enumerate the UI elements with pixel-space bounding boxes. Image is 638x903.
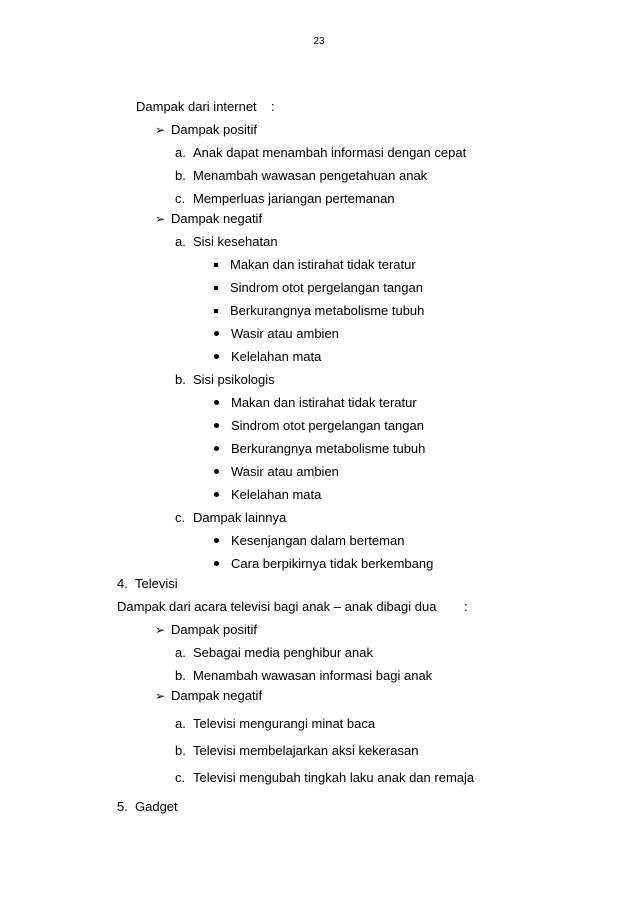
list-item xyxy=(175,668,432,684)
bullet-item xyxy=(214,533,404,549)
list-item-text: Menambah wawasan informasi bagi anak xyxy=(193,668,433,683)
bullet-item xyxy=(214,303,424,319)
round-bullet-icon xyxy=(214,469,219,474)
bullet-text: Berkurangnya metabolisme tubuh xyxy=(230,303,425,318)
bullet-item xyxy=(214,280,423,296)
arrow-bullet-icon: ➢ xyxy=(155,623,166,637)
list-marker: a. xyxy=(175,645,186,660)
tv-positive-label xyxy=(155,622,257,638)
list-item-text: Dampak lainnya xyxy=(193,510,287,525)
list-marker: c. xyxy=(175,191,186,206)
round-bullet-icon xyxy=(214,561,219,566)
list-item-text: Sebagai media penghibur anak xyxy=(193,645,373,660)
bullet-item xyxy=(214,441,425,457)
list-item-text: Televisi membelajarkan aksi kekerasan xyxy=(193,743,419,758)
section-number: 5. xyxy=(117,799,128,814)
arrow-bullet-icon: ➢ xyxy=(155,212,166,226)
list-item xyxy=(175,168,427,184)
list-marker: b. xyxy=(175,372,186,387)
list-item xyxy=(175,145,466,161)
section-number: 4. xyxy=(117,576,128,591)
internet-positive-text: Dampak positif xyxy=(171,122,257,137)
list-item xyxy=(175,510,286,526)
bullet-text: Sindrom otot pergelangan tangan xyxy=(230,280,423,295)
list-item xyxy=(175,234,278,250)
bullet-text: Wasir atau ambien xyxy=(231,326,339,341)
bullet-text: Berkurangnya metabolisme tubuh xyxy=(231,441,426,456)
list-marker: b. xyxy=(175,668,186,683)
list-item-text: Sisi kesehatan xyxy=(193,234,278,249)
bullet-text: Wasir atau ambien xyxy=(231,464,339,479)
list-item xyxy=(175,743,418,759)
tv-positive-text: Dampak positif xyxy=(171,622,257,637)
list-item xyxy=(175,770,474,786)
list-item-text: Memperluas jariangan pertemanan xyxy=(193,191,395,206)
internet-heading-colon: : xyxy=(271,99,275,114)
list-marker: a. xyxy=(175,145,186,160)
list-item-text: Anak dapat menambah informasi dengan cepat xyxy=(193,145,467,160)
list-marker: a. xyxy=(175,234,186,249)
round-bullet-icon xyxy=(214,354,219,359)
bullet-item xyxy=(214,556,433,572)
tv-negative-text: Dampak negatif xyxy=(171,688,263,703)
bullet-item xyxy=(214,395,417,411)
round-bullet-icon xyxy=(214,446,219,451)
list-item xyxy=(175,372,275,388)
internet-heading xyxy=(136,99,275,115)
square-bullet-icon xyxy=(214,286,218,290)
section-heading-gadget xyxy=(117,799,178,815)
bullet-item xyxy=(214,257,416,273)
page-number: 23 xyxy=(313,36,325,47)
list-marker: b. xyxy=(175,168,186,183)
tv-intro xyxy=(117,599,468,615)
bullet-text: Makan dan istirahat tidak teratur xyxy=(231,395,417,410)
list-item-text: Televisi mengurangi minat baca xyxy=(193,716,376,731)
bullet-item xyxy=(214,487,321,503)
list-item-text: Televisi mengubah tingkah laku anak dan remaja xyxy=(193,770,475,785)
bullet-text: Sindrom otot pergelangan tangan xyxy=(231,418,424,433)
list-marker: b. xyxy=(175,743,186,758)
round-bullet-icon xyxy=(214,423,219,428)
bullet-text: Kesenjangan dalam berteman xyxy=(231,533,405,548)
bullet-text: Kelelahan mata xyxy=(231,487,322,502)
bullet-item xyxy=(214,464,339,480)
internet-positive-label xyxy=(155,122,257,138)
round-bullet-icon xyxy=(214,492,219,497)
list-item-text: Sisi psikologis xyxy=(193,372,275,387)
round-bullet-icon xyxy=(214,400,219,405)
internet-negative-text: Dampak negatif xyxy=(171,211,263,226)
bullet-text: Cara berpikirnya tidak berkembang xyxy=(231,556,434,571)
list-marker: c. xyxy=(175,510,186,525)
tv-intro-colon: : xyxy=(464,599,468,614)
list-item xyxy=(175,191,395,207)
square-bullet-icon xyxy=(214,263,218,267)
section-heading-televisi xyxy=(117,576,178,592)
section-title: Gadget xyxy=(135,799,178,814)
list-item xyxy=(175,645,373,661)
tv-intro-text: Dampak dari acara televisi bagi anak – anak dibagi dua xyxy=(117,599,437,614)
bullet-text: Makan dan istirahat tidak teratur xyxy=(230,257,416,272)
round-bullet-icon xyxy=(214,538,219,543)
list-item-text: Menambah wawasan pengetahuan anak xyxy=(193,168,428,183)
list-item xyxy=(175,716,375,732)
list-marker: c. xyxy=(175,770,186,785)
square-bullet-icon xyxy=(214,309,218,313)
bullet-item xyxy=(214,326,339,342)
internet-heading-text: Dampak dari internet xyxy=(136,99,257,114)
tv-negative-label xyxy=(155,688,262,704)
round-bullet-icon xyxy=(214,331,219,336)
list-marker: a. xyxy=(175,716,186,731)
bullet-item xyxy=(214,349,321,365)
section-title: Televisi xyxy=(135,576,178,591)
arrow-bullet-icon: ➢ xyxy=(155,123,166,137)
bullet-item xyxy=(214,418,424,434)
bullet-text: Kelelahan mata xyxy=(231,349,322,364)
arrow-bullet-icon: ➢ xyxy=(155,689,166,703)
internet-negative-label xyxy=(155,211,262,227)
